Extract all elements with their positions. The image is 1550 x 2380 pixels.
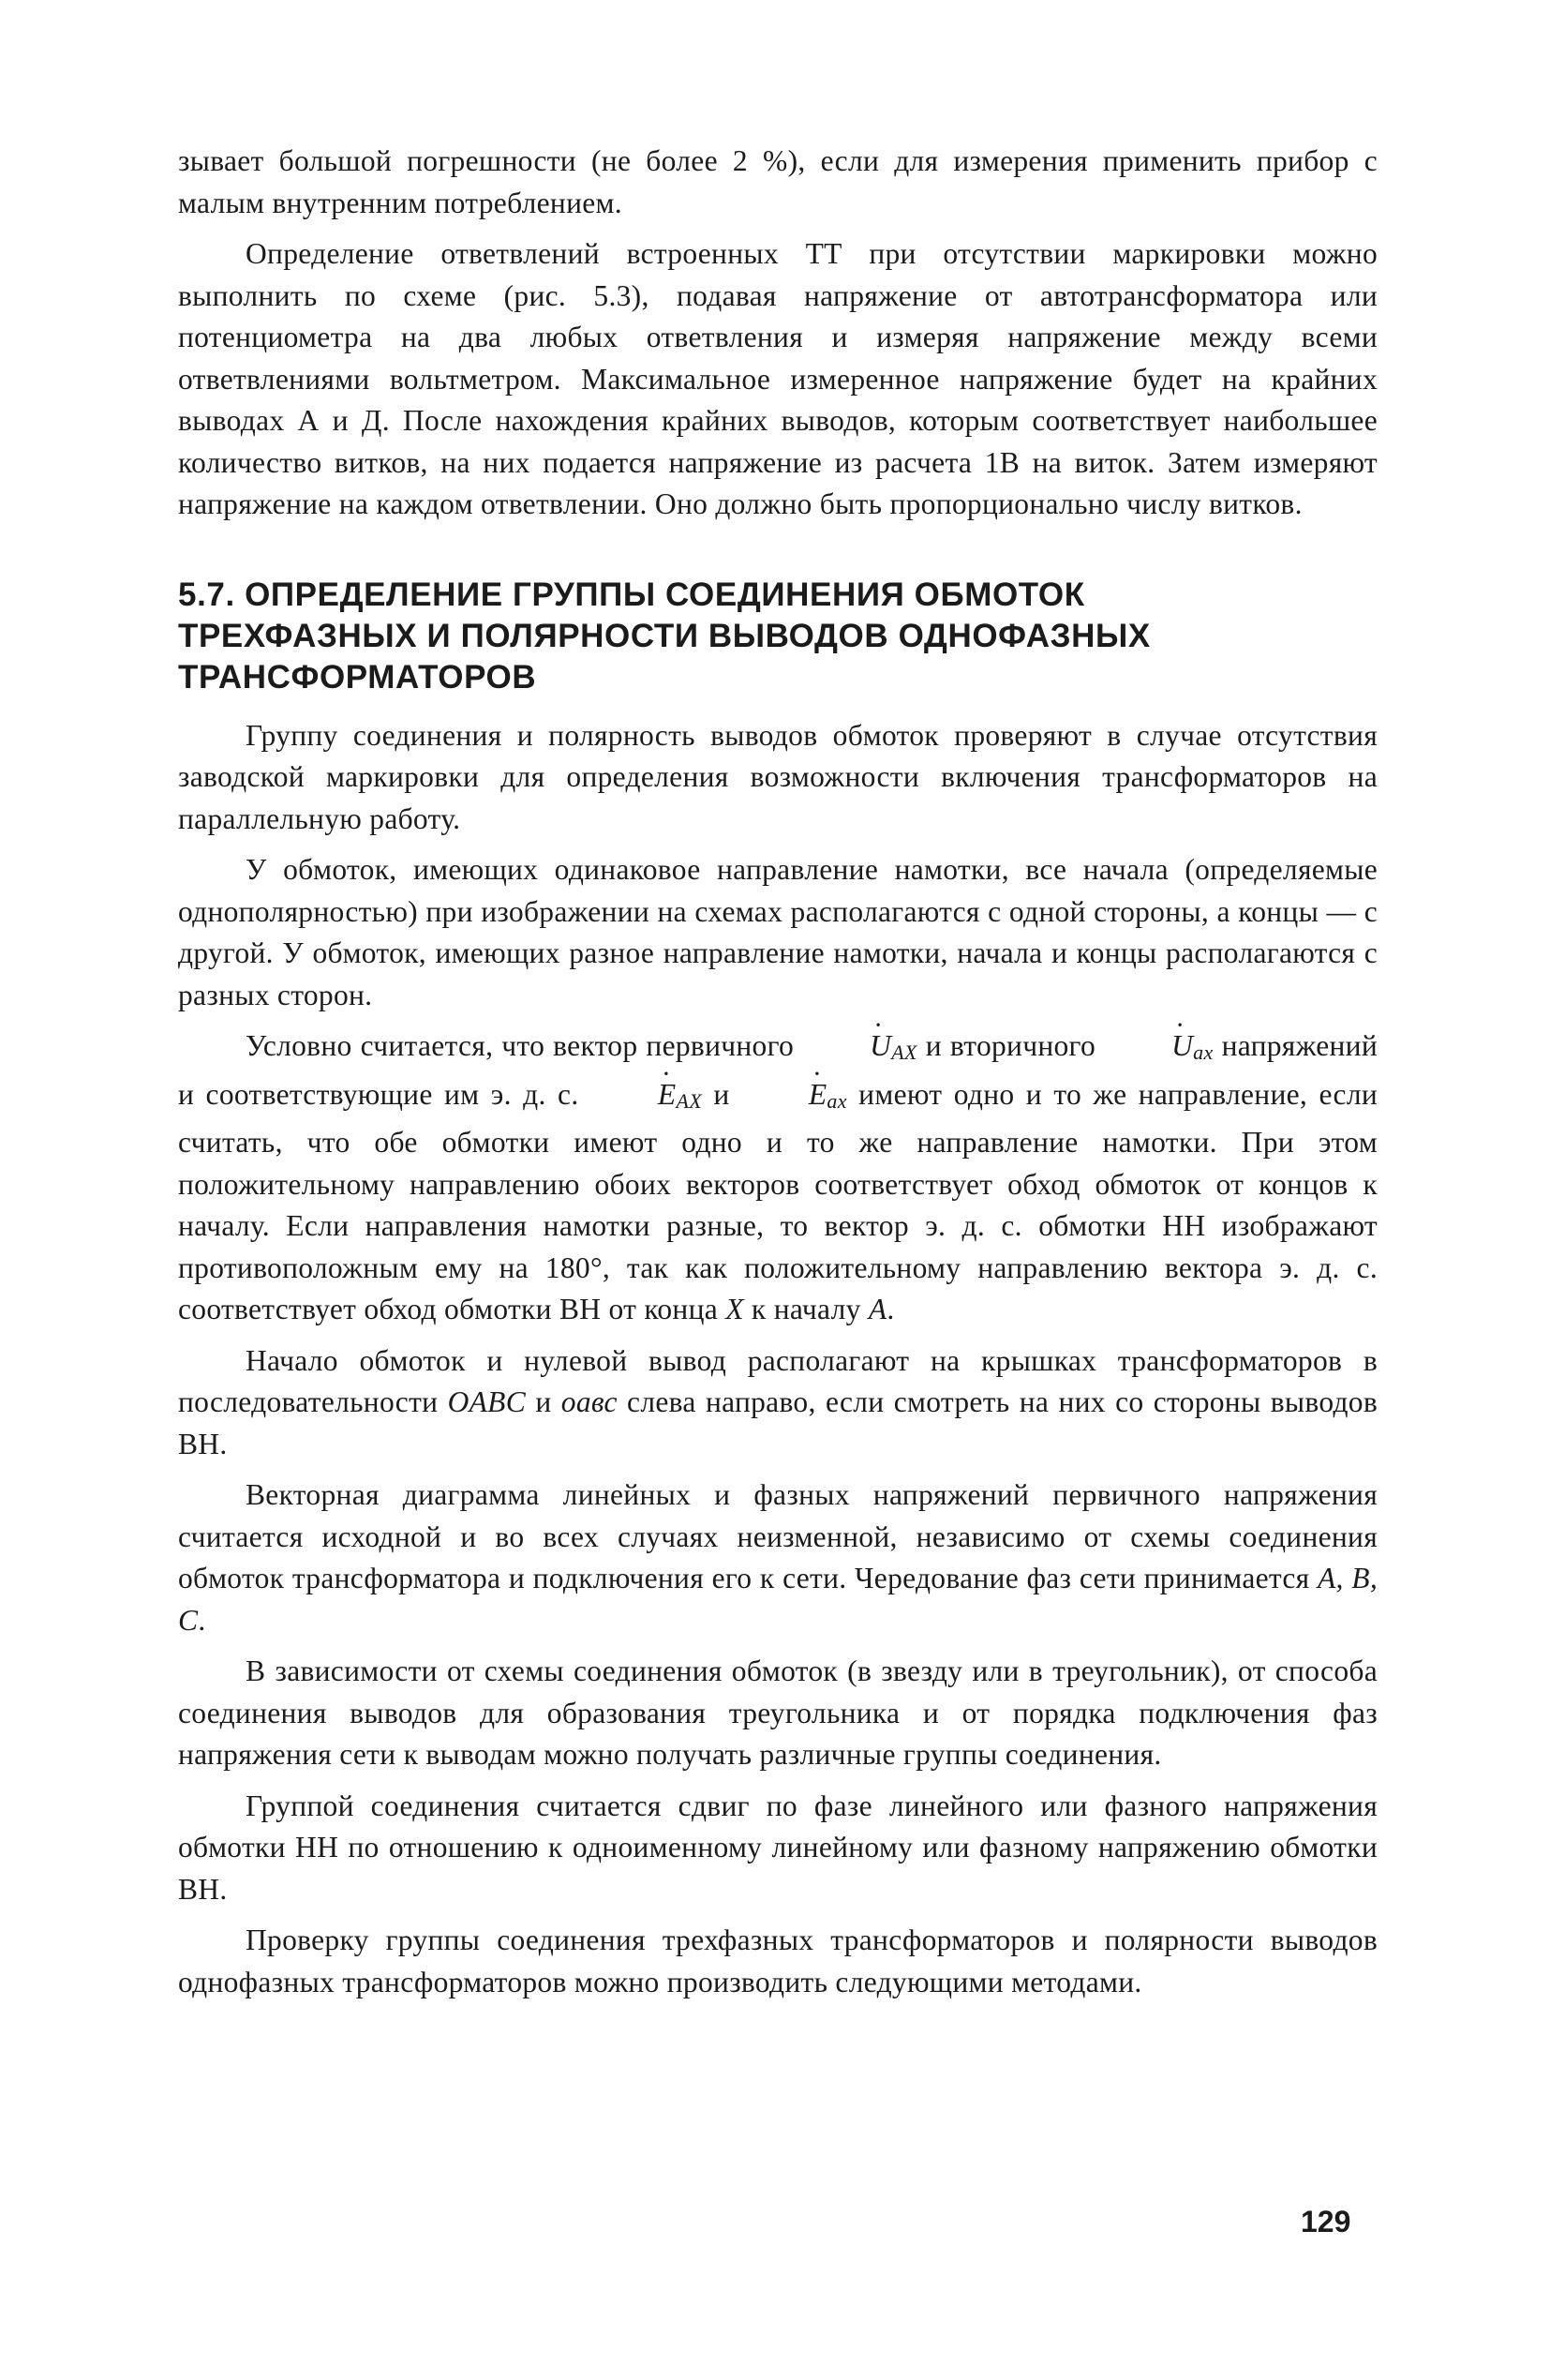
section-heading [178,575,1378,698]
paragraph-connection-schemes: В зависимости от схемы соединения обмоток (в звезду или в треугольник), от способа соединения выводов для образования треугольника и от порядка подключения фаз напряжения сети к выводам можно получать различные группы соединения. [178,1654,1378,1771]
paragraph-terminal-order: Начало обмоток и нулевой вывод располагают на крышках трансформаторов в последовательности OABC и оавс слева направо, если смотреть на них со стороны выводов ВН. [178,1343,1379,1460]
paragraph-group-purpose: Группу соединения и полярность выводов обмоток проверяют в случае отсутствия заводской маркировки для определения возможности включения трансформаторов на параллельную работу. [178,718,1378,835]
heading-line-3: ТРАНСФОРМАТОРОВ [178,658,537,696]
paragraph-methods: Проверку группы соединения трехфазных трансформаторов и полярности выводов однофазных трансформаторов можно производить следующими методами. [178,1923,1378,1998]
paragraph-winding-direction: У обмоток, имеющих одинаковое направление намотки, все начала (определяемые однополярностью) при изображении на схемах располагаются с одной стороны, а концы — с другой. У обмоток, имеющих разное направление намотки, начала и концы располагаются с разных сторон. [178,853,1378,1011]
heading-line-1: 5.7. ОПРЕДЕЛЕНИЕ ГРУППЫ СОЕДИНЕНИЯ ОБМОТОК [178,576,1085,613]
vector-u-primary: · U [802,1025,891,1068]
paragraph-vector-diagram: Векторная диаграмма линейных и фазных напряжений первичного напряжения считается исходной и во всех случаях неизменной, независимо от схемы соединения обмоток трансформатора и подключения его к сети. Чередование фаз сети принимается А, В, С. [178,1478,1378,1637]
vector-u-secondary: · U [1104,1025,1193,1068]
vector-e-secondary: · E [741,1074,827,1116]
paragraph-ct-taps: Определение ответвлений встроенных ТТ при отсутствии маркировки можно выполнить по схеме (рис. 5.3), подавая напряжение от автотрансформатора или потенциометра на два любых ответвления и измеряя напряжение между всеми ответвлениями вольтметром. Максимальное измеренное напряжение будет на крайних выводах А и Д. После нахождения крайних выводов, которым соответствует наибольшее количество витков, на них подается напряжение из расчета 1В на виток. Затем измеряют напряжение на каждом ответвлении. Оно должно быть пропорционально числу витков. [178,237,1378,520]
paragraph-group-definition: Группой соединения считается сдвиг по фазе линейного или фазного напряжения обмотки НН по отношению к одноименному линейному или фазному напряжению обмотки ВН. [178,1789,1378,1906]
heading-line-2: ТРЕХФАЗНЫХ И ПОЛЯРНОСТИ ВЫВОДОВ ОДНОФАЗНЫХ [178,617,1151,654]
page-number: 129 [1301,2205,1351,2238]
paragraph-continued: зывает большой погрешности (не более 2 %), если для измерения применить прибор с малым внутренним потреблением. [178,144,1378,219]
paragraph-vectors: Условно считается, что вектор первичного · UAX и вторичного · Uax напряжений и соответствующие им э. д. с. · EAX и · Eax имеют одно и то же направление, если считать, что обе обмотки имеют одно и то же направление намотки. При этом положительному направлению обоих векторов соответствует обход обмоток от концов к началу. Если направления намотки разные, то вектор э. д. с. обмотки НН изображают противоположным ему на 180°, так как положительному направлению вектора э. д. с. соответствует обход обмотки ВН от конца X к началу А. [178,1025,1378,1331]
vector-e-primary: · E [590,1074,677,1116]
page-body [178,141,1378,2013]
